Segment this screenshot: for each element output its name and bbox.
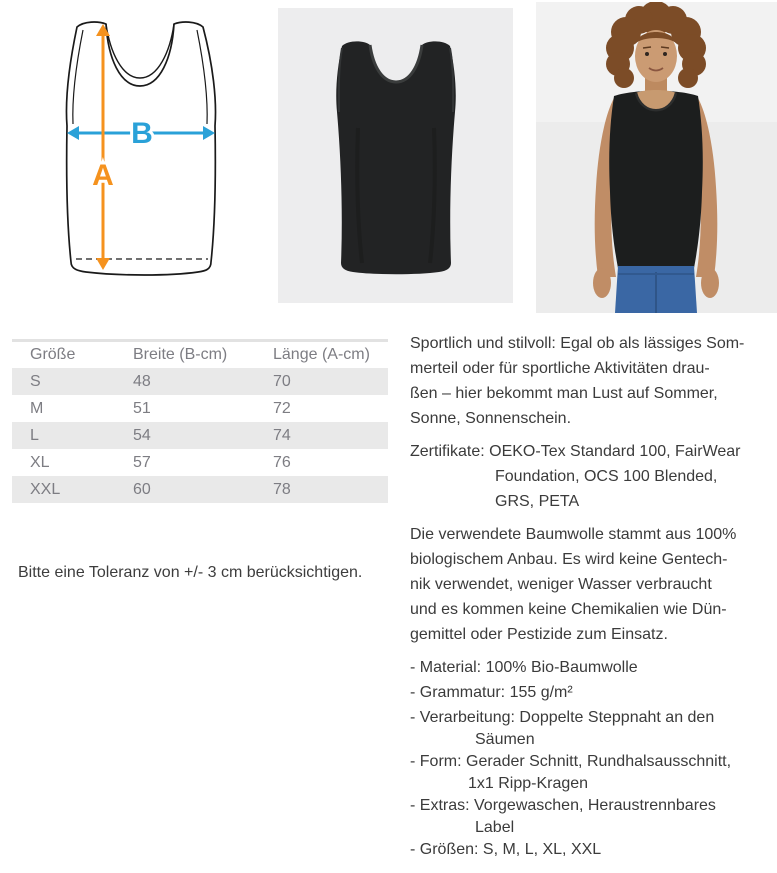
cell-laenge: 72 xyxy=(273,399,291,417)
cell-size: L xyxy=(30,426,39,444)
table-row-s xyxy=(12,368,388,395)
cell-size: XL xyxy=(30,453,50,471)
cell-breite: 57 xyxy=(133,453,151,471)
description-line: Sportlich und stilvoll: Egal ob als lässiges Som- xyxy=(410,335,745,352)
description-line: Foundation, OCS 100 Blended, xyxy=(495,468,718,485)
tolerance-note: Bitte eine Toleranz von +/- 3 cm berücksichtigen. xyxy=(18,564,363,581)
description-line: merteil oder für sportliche Aktivitäten drau- xyxy=(410,360,710,377)
cell-breite: 51 xyxy=(133,399,151,417)
bullet-line: - Verarbeitung: Doppelte Steppnaht an den xyxy=(410,709,715,726)
description-line: gemittel oder Pestizide zum Einsatz. xyxy=(410,626,668,643)
bullet-line: - Grammatur: 155 g/m² xyxy=(410,684,573,701)
product-photo-model xyxy=(536,2,777,313)
description-paragraph-cotton xyxy=(410,522,777,647)
cell-laenge: 70 xyxy=(273,372,291,390)
size-table-header-row xyxy=(12,342,388,368)
header-cell-breite: Breite (B-cm) xyxy=(133,346,228,363)
cell-size: S xyxy=(30,372,41,390)
description-line: Sonne, Sonnenschein. xyxy=(410,410,572,427)
cell-laenge: 74 xyxy=(273,426,291,444)
bullet-line: 1x1 Ripp-Kragen xyxy=(468,775,589,792)
size-table xyxy=(12,339,388,503)
description-paragraph-certificates xyxy=(410,439,777,514)
product-description xyxy=(410,331,777,870)
description-line: ßen – hier bekommt man Lust auf Sommer, xyxy=(410,385,718,402)
bullet-line: - Größen: S, M, L, XL, XXL xyxy=(410,841,602,858)
table-row-m xyxy=(12,395,388,422)
description-line: nik verwendet, weniger Wasser verbraucht xyxy=(410,576,712,593)
description-line: und es kommen keine Chemikalien wie Dün- xyxy=(410,601,727,618)
cell-size: XXL xyxy=(30,480,61,498)
description-bullet-list xyxy=(410,655,777,862)
bullet-line: Label xyxy=(475,819,515,836)
cell-laenge: 76 xyxy=(273,453,291,471)
description-paragraph-intro xyxy=(410,331,777,431)
product-photo-flat xyxy=(278,8,513,303)
table-row-xl xyxy=(12,449,388,476)
measurement-diagram xyxy=(30,10,260,310)
bullet-line: Säumen xyxy=(475,731,535,748)
measure-label-a: A xyxy=(92,159,114,192)
cell-breite: 54 xyxy=(133,426,151,444)
cell-breite: 60 xyxy=(133,480,151,498)
cell-laenge: 78 xyxy=(273,480,291,498)
table-row-l xyxy=(12,422,388,449)
bullet-line: - Form: Gerader Schnitt, Rundhalsausschnitt, xyxy=(410,753,732,770)
cell-size: M xyxy=(30,399,44,417)
bullet-line: - Extras: Vorgewaschen, Heraustrennbares xyxy=(410,797,716,814)
table-row-xxl xyxy=(12,476,388,503)
measure-label-b: B xyxy=(131,117,153,150)
header-cell-groesse: Größe xyxy=(30,346,76,363)
header-cell-laenge: Länge (A-cm) xyxy=(273,346,370,363)
description-line: Die verwendete Baumwolle stammt aus 100% xyxy=(410,526,737,543)
flat-tank-graphic xyxy=(278,8,513,303)
description-line: GRS, PETA xyxy=(495,493,580,510)
description-line: Zertifikate: OEKO-Tex Standard 100, FairWear xyxy=(410,443,741,460)
description-line: biologischem Anbau. Es wird keine Gentech- xyxy=(410,551,728,568)
model-graphic xyxy=(536,2,777,313)
bullet-line: - Material: 100% Bio-Baumwolle xyxy=(410,659,638,676)
cell-breite: 48 xyxy=(133,372,151,390)
